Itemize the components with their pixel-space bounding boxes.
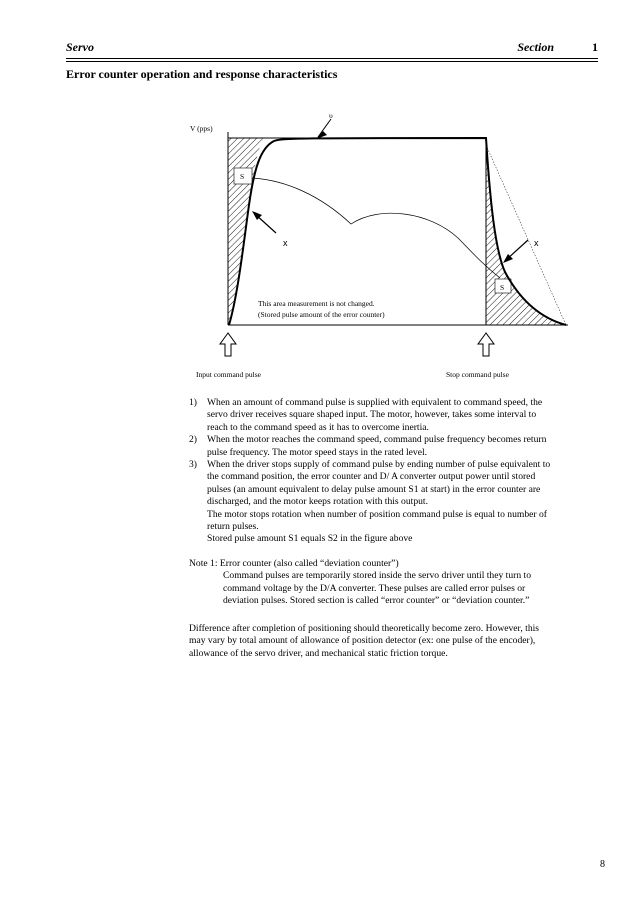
s2-label: S: [500, 283, 505, 292]
stop-command-label: Stop command pulse: [446, 370, 509, 379]
note-1: [189, 558, 609, 608]
header-section-label: Section: [517, 40, 554, 54]
note-body: Command pulses are temporarily stored inside the servo driver until they turn to command voltage by the D/A converter. These pulses are called error pulses or deviation pulses. Stored section is called “error counter” or “deviation counter.”: [223, 570, 531, 607]
note-label: Note 1: Error counter (also called “deviation counter”): [189, 558, 399, 569]
x-label-left: x: [283, 238, 288, 248]
y-axis-label: V (pps): [190, 124, 213, 133]
x-label-right: x: [534, 238, 539, 248]
list-item: 2) When the motor reaches the command speed, command pulse frequency becomes return pulse frequency. The motor speed stays in the rated level.: [189, 434, 547, 458]
error-pulse-curve: [252, 178, 500, 278]
stop-command-arrow: [478, 333, 494, 356]
header-section-number: 1: [592, 40, 598, 54]
hatched-area-s2: [486, 138, 566, 325]
header-title: Servo: [66, 40, 94, 54]
response-diagram: [0, 0, 638, 400]
s1-label: S: [240, 172, 245, 181]
input-command-label: Input command pulse: [196, 370, 261, 379]
area-note-line2: (Stored pulse amount of the error counter): [258, 310, 385, 319]
section-title: Error counter operation and response characteristics: [66, 67, 338, 81]
top-marker-label: υ: [329, 111, 333, 120]
input-command-arrow: [220, 333, 236, 356]
list-item: 3) When the driver stops supply of command pulse by ending number of pulse equivalent to the command position, the error counter and D/ A converter output power until stored pulses (an amount equivalent to delay pulse amount S1 at start) in the error counter are discharged, and the motor keeps rotation with this output. The motor stops rotation when number of position command pulse is equal to number of return pulses. Stored pulse amount S1 equals S2 in the figure above: [189, 459, 551, 545]
explanation-list: [189, 397, 609, 546]
difference-paragraph: Difference after completion of positioning should theoretically become zero. However, this may vary by total amount of allowance of position detector (ex: one pulse of the encoder), allowance of the servo driver, and mechanical static friction torque.: [189, 623, 540, 659]
page-number: 8: [600, 859, 605, 870]
list-item: 1) When an amount of command pulse is supplied with equivalent to command speed, the servo driver receives square shaped input. The motor, however, takes some interval to reach to the command speed as it has to overcome inertia.: [189, 397, 543, 433]
area-note-line1: This area measurement is not changed.: [258, 299, 375, 308]
